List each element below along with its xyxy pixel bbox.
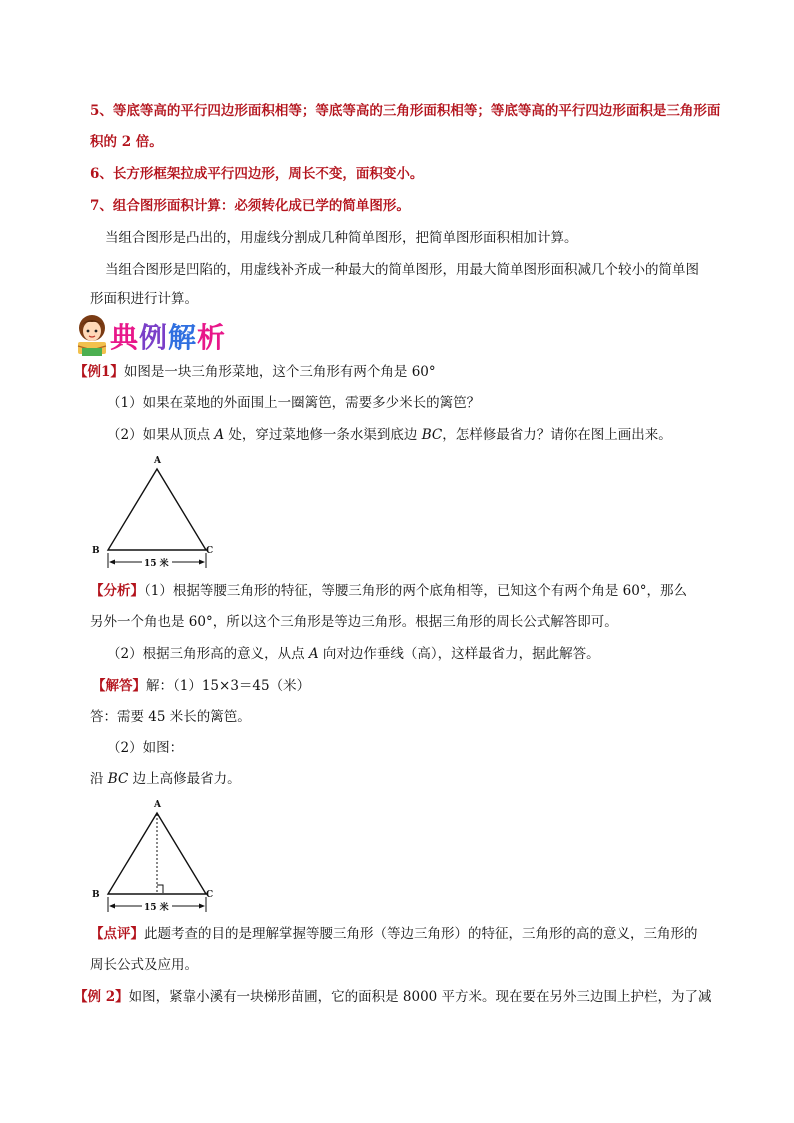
vertex-c-label: C xyxy=(206,890,214,900)
point-7-convex: 当组合图形是凸出的，用虚线分割成几种简单图形，把简单图形面积相加计算。 xyxy=(105,230,578,246)
point-5-line1: 5、等底等高的平行四边形面积相等；等底等高的三角形面积相等；等底等高的平行四边形面积是三角形面 xyxy=(90,103,721,119)
heading-title: 典例解析 xyxy=(110,321,227,354)
analysis-line1: 【分析】（1）根据等腰三角形的特征，等腰三角形的两个底角相等，已知这个有两个角是 60°，那么 xyxy=(90,583,688,599)
triangle-figure-1 xyxy=(90,452,225,570)
example1-question2: （2）如果从顶点 A 处，穿过菜地修一条水渠到底边 BC，怎样修最省力？请你在图上画出来。 xyxy=(107,427,672,443)
point-7-concave-line1: 当组合图形是凹陷的，用虚线补齐成一种最大的简单图形，用最大简单图形面积减几个较小的简单图 xyxy=(105,262,699,278)
vertex-a-label: A xyxy=(154,800,161,810)
vertex-b-label: B xyxy=(92,890,100,900)
section-heading xyxy=(72,312,272,360)
comment-line2: 周长公式及应用。 xyxy=(90,957,198,973)
point-6: 6、长方形框架拉成平行四边形，周长不变，面积变小。 xyxy=(90,166,424,182)
answer-line1: 【解答】解：（1）15×3＝45（米） xyxy=(92,678,311,694)
right-angle-mark xyxy=(157,885,163,893)
point-5-line2: 积的 2 倍。 xyxy=(90,134,163,150)
triangle-figure-2 xyxy=(90,796,225,914)
vertex-a-label: A xyxy=(154,456,161,466)
girl-reading-icon xyxy=(72,312,112,358)
triangle-outline xyxy=(108,813,206,894)
point-7: 7、组合图形面积计算：必须转化成已学的简单图形。 xyxy=(90,198,410,214)
base-length-label: 15 米 xyxy=(144,559,169,569)
vertex-b-label: B xyxy=(92,546,100,556)
answer-line2: 答：需要 45 米长的篱笆。 xyxy=(90,709,251,725)
comment-line1: 【点评】此题考查的目的是理解掌握等腰三角形（等边三角形）的特征，三角形的高的意义，三角形的 xyxy=(90,926,698,942)
answer-line3: （2）如图： xyxy=(107,740,184,756)
answer-line4: 沿 BC 边上高修最省力。 xyxy=(90,771,241,787)
vertex-c-label: C xyxy=(206,546,214,556)
example1-question1: （1）如果在菜地的外面围上一圈篱笆，需要多少米长的篱笆？ xyxy=(107,395,481,411)
triangle-outline xyxy=(108,469,206,550)
analysis-line3: （2）根据三角形高的意义，从点 A 向对边作垂线（高），这样最省力，据此解答。 xyxy=(107,646,600,662)
analysis-line2: 另外一个角也是 60°，所以这个三角形是等边三角形。根据三角形的周长公式解答即可。 xyxy=(90,614,618,630)
example1-statement: 【例1】如图是一块三角形菜地，这个三角形有两个角是 60° xyxy=(74,364,436,380)
base-length-label: 15 米 xyxy=(144,903,169,913)
point-7-concave-line2: 形面积进行计算。 xyxy=(90,291,198,307)
example2-statement: 【例 2】如图，紧靠小溪有一块梯形苗圃，它的面积是 8000 平方米。现在要在另外三边围上护栏，为了减 xyxy=(74,989,712,1005)
